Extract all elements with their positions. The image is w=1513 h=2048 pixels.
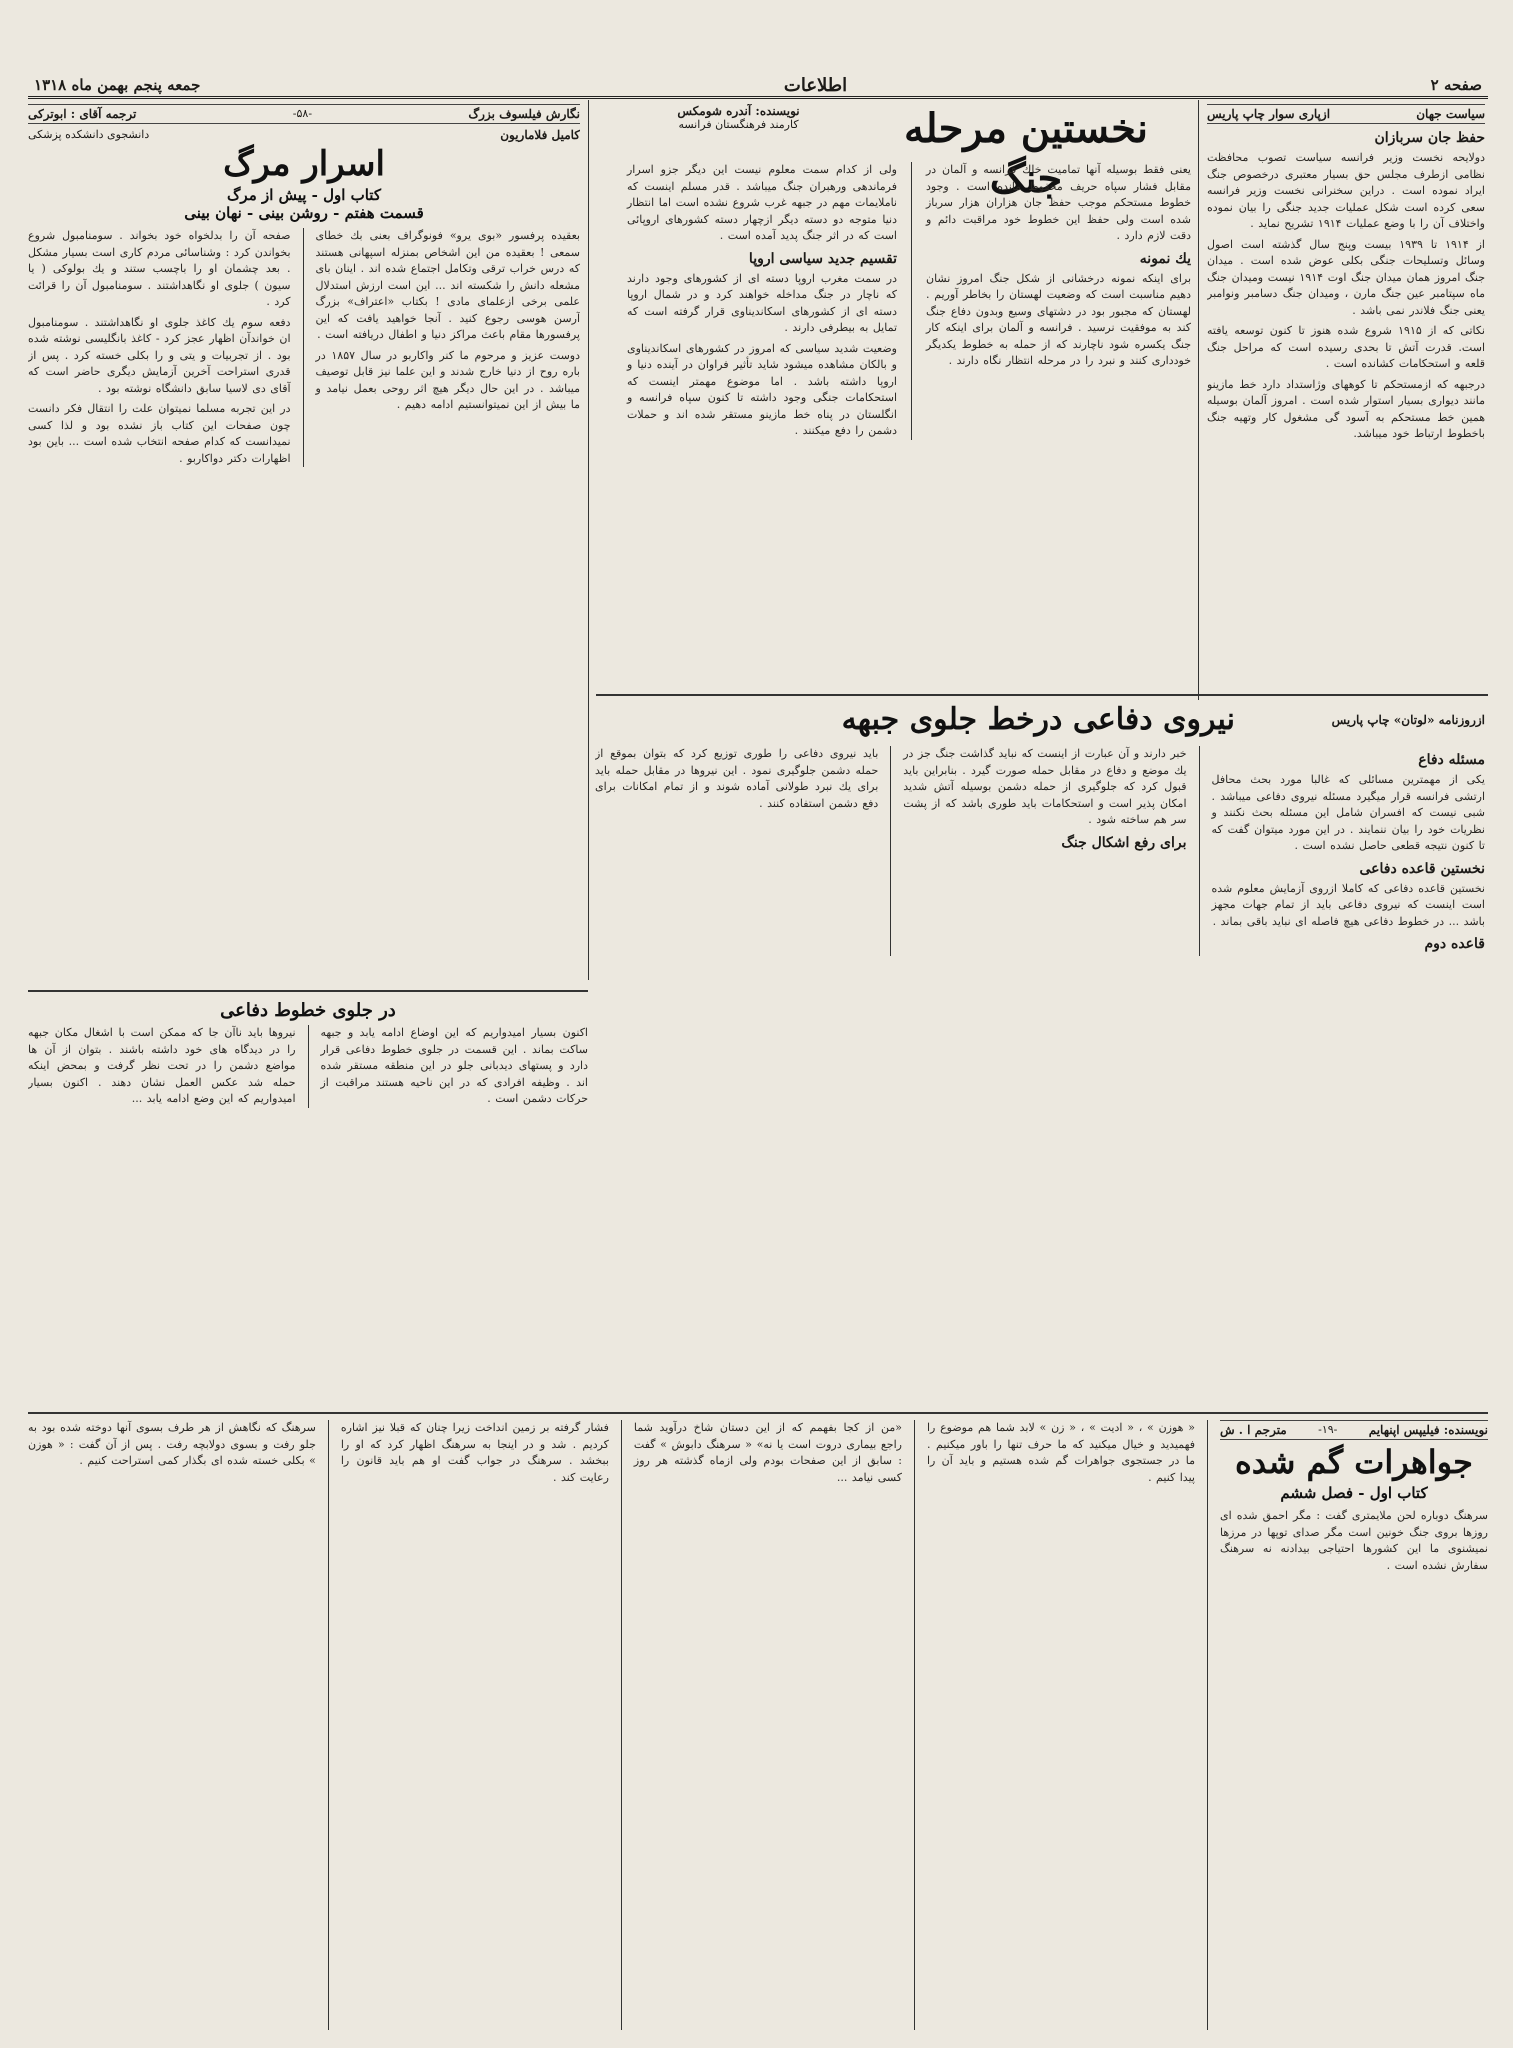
issue-date: جمعه پنجم بهمن ماه ۱۳۱۸ — [34, 76, 201, 94]
article-text: « هوزن » ، « ادیت » ، « زن » لابد شما هم موضوع را فهمیدید و خیال میکنید که ما حرف تنها را باور میکنیم . ما در جستجوی جواهرات گم شده هستیم و باید آن را پیدا کنیم . — [926, 1421, 1195, 1484]
article-text: برای اینکه نمونه درخشانی از شکل جنگ امروز نشان دهیم مناسبت است که وضعیت لهستان را بخاطر آوریم . لهستان که مجبور بود در دشتهای وسیع وبدون دفاع جنگ کند به موفقیت نرسید . فرانسه و آلمان برای اینکه کار جنگ یکسره شود ناچارند که از حمله به خطوط یکدیگر خودداری کنند و نبرد را در مرحله انتظار نگاه دارند . — [926, 271, 1191, 367]
author-byline: نویسنده: آندره شومکس — [677, 104, 800, 118]
column-rule — [588, 100, 589, 980]
main-headline: نخستین مرحله جنگ — [903, 105, 1149, 202]
article-text: بعقیده پرفسور «بوی یرو» فونوگراف بعنی بك خطای سمعی ! بعقیده من این اشخاص بمنزله اسپهانی هستند که درس خراب ترقی وتکامل اجتماع شده اند . اینان بای مشعله دانش را شکسته اند ... این است ارزش استدلال علمی برخی ازعلمای مادی ! بکتاب «اعتراف» بزرگ آرسن هوسی رجوع کنید . آنجا خواهید یافت که این پرفسورها مقام باعث مراکز دنیا و اطفال دریافته است . — [315, 229, 580, 341]
source-label: ازروزنامه «لوتان» چاپ پاریس — [1331, 713, 1485, 727]
translator-credit: ترجمه آقای : ابوترکی — [28, 107, 137, 121]
article-text: دولایحه نخست وزیر فرانسه سیاست تصوب محافظت نظامی ازطرف مجلس حق بسیار معتبری درخصوص جنگ ایراد نموده است . دراین سخنرانی نخست وزیر فرانسه سعی کرده است شکل عملیات جدید جنگی را بیان نموده واختلاف آن را با وضع عملیات ۱۹۱۴ تشریح نماید . — [1207, 151, 1485, 230]
subheading: برای رفع اشکال جنگ — [1061, 834, 1187, 851]
serial-part: قسمت هفتم - روشن بینی - نهان بینی — [184, 204, 424, 222]
article-text: نکاتی که از ۱۹۱۵ شروع شده هنوز تا کنون توسعه یافته است. قدرت آتش تا بحدی رسیده است که مراحل جنگ قلعه و استحکامات کشانده است . — [1207, 324, 1485, 370]
article-text: یعنی فقط بوسیله آنها تمامیت خاك فرانسه و آلمان در مقابل فشار سپاه حریف محفوظ مانده است . وجود خطوط مستحکم موجب حفظ جان هزاران هزار سرباز شده است ولی حفظ این خطوط خود مراقبت دائم و دقت لازم دارد . — [926, 163, 1191, 242]
article-text: باید نیروی دفاعی را طوری توزیع کرد که بتوان بموقع از حمله دشمن جلوگیری نمود . این نیروها در مقابل حمله باید برای یك نبرد طولانی آماده شوند و از تمام امکانات برای دفع دشمن استفاده کنند . — [595, 747, 879, 810]
author-byline: نویسنده: فیلیپس اپنهایم — [1368, 1423, 1488, 1437]
article-text: صفحه آن را بدلخواه خود بخواند . سومنامبول شروع بخواندن کرد : وشناسائی مردم کاری است بسیار مشکل . بعد چشمان او را باچسب ستند و یك بولوکی ( یا سیون ) جلوی او نگاهداشتند . سومنامبول آن را قرائت کرد . — [28, 229, 291, 308]
page-number: صفحه ۲ — [1430, 76, 1482, 94]
issue-number: -۵۸- — [292, 107, 313, 120]
article-text: فشار گرفته بر زمین انداخت زیرا چنان که قبلا نیز اشاره کردیم . شد و در اینجا به سرهنگ اظهار کرد که او را ببخشد . سرهنگ در جواب گفت او هم باید قانون را رعایت کند . — [340, 1421, 609, 1484]
main-article — [626, 104, 1191, 692]
serial-chapter: کتاب اول - فصل ششم — [1280, 1484, 1428, 1502]
subheading: یك نمونه — [1139, 250, 1191, 267]
article-text: دفعه سوم یك کاغذ جلوی او نگاهداشتند . سومنامبول ان خواندآن اظهار عجز کرد - کاغذ بانگلیسی نوشته شده بود . از تجربیات و یتی و را بکلی خسته کرد . پس از قدری استراحت آخرین آزمایش دیگری حاضر است که آقای دی لاسیا سابق دانشگاه نوشته بود . — [28, 315, 291, 395]
paper-name: اطلاعات — [783, 74, 848, 96]
lost-jewels-serial — [28, 1420, 1488, 2030]
column-rule — [1198, 100, 1199, 700]
article-text: درجبهه که ازمستحکم تا کوههای وژاستداد دارد خط مازینو مانند دیواری بسیار استوار شده است . امروز آلمان بوسیله همین خط مستحکم به آسود گی مشغول کار وتهیه جنگ باخطوط ارتباط خود میباشد. — [1207, 377, 1485, 440]
article-text: وضعیت شدید سیاسی که امروز در کشورهای اسکاندیناوی و بالکان مشاهده میشود شاید تأثیر فراوان در آینده دنیا و اروپا داشته باشد . اما موضوع مهمتر اینست که استحکامات جنگی وجود داشته تا کنون سپاه فرانسه و انگلستان در پناه خط مازینو مستقر شده اند و حملات دشمن را دفع میکنند . — [627, 341, 897, 437]
article-text: یکی از مهمترین مسائلی که غالبا مورد بحث محافل ارتشی فرانسه قرار میگیرد مسئله نیروی دفاعی میباشد . شبی نیست که افسران شامل این مسئله بحث نکنند و نظریات خود را بیان ننمایند . در این مورد میتوان گفت که تا کنون نتیجه قطعی حاصل نشده است . — [1211, 773, 1485, 852]
subheading: قاعده دوم — [1424, 936, 1485, 952]
section-rule — [28, 990, 588, 992]
subheading: حفظ جان سربازان — [1374, 130, 1485, 146]
subheading: تقسیم جدید سیاسی اروپا — [748, 250, 897, 267]
serial-headline: جواهرات گم شده — [1235, 1443, 1473, 1481]
front-lines-article — [28, 996, 588, 1406]
masthead — [28, 74, 1488, 99]
article-text: نیروها باید ناآن جا که ممکن است با اشغال مکان جبهه را در دیدگاه های خود داشته باشند . بتوان از آن ها مواضع دشمن را در تحت نظر گرفت و بمحض اینکه حمله شد عکس العمل نشان دهند . اکنون بسیار امیدواریم که این وضع ادامه یابد ... — [28, 1026, 296, 1105]
article-text: ولی از کدام سمت معلوم نیست این دیگر جزو اسرار فرماندهی ورهبران جنگ میباشد . قدر مسلم اینست که ناملایمات مهم در جبهه غرب شروع نشده است اما انتظار دنیا متوجه دو دسته دیگر ازچهار دسته کشورهای اروپائی است که در اثر جنگ پدید آمده است . — [627, 163, 897, 242]
subheading: مسئله دفاع — [1418, 752, 1485, 768]
article-text: از ۱۹۱۴ تا ۱۹۳۹ بیست وپنج سال گذشته است اصول وسائل وتسلیحات جنگی بکلی عوض شده است . میدان جنگ امروز همان میدان جنگ اوت ۱۹۱۴ نیست ومیدان جنگ ماه سپتامبر عین جنگ مارن ، ومیدان جنگ دسامبر ونوامبر یعنی جنگ فلاندر نمی باشد . — [1207, 237, 1485, 317]
article-text: در سمت مغرب اروپا دسته ای از کشورهای وجود دارند که ناچار در جنگ مداخله خواهند کرد و در شمال اروپا دسته ای از کشورهای اسکاندیناوی قرار گرفته است که تمایل به بیطرفی دارند . — [627, 271, 897, 334]
serial-secrets-of-death — [28, 104, 580, 979]
article-text: اکنون بسیار امیدواریم که این اوضاع ادامه یابد و جبهه ساکت بماند . این قسمت در جلوی خطوط دفاعی قرار دارد و پستهای دیدبانی جلو در این منطقه مستقر شده اند . وظیفه افرادی که در این ناحیه هستند مراقبت از حرکات دشمن است . — [320, 1026, 588, 1105]
section-rule — [28, 1412, 1488, 1414]
article-text: سرهنگ که نگاهش از هر طرف بسوی آنها دوخته شده بود به جلو رفت و بسوی دولابچه رفت . پس از آن گفت : « هوزن » بکلی خسته شده ای بگذار کمی استراحت کنیم . — [28, 1421, 316, 1467]
article-text: نخستین قاعده دفاعی که کاملا ازروی آزمایش معلوم شده است اینست که نیروی دفاعی باید از تمام جهات مجهز باشد ... در خطوط دفاعی هیچ فاصله ای نباید باقی بماند . — [1211, 881, 1485, 928]
writer-name: کامیل فلاماریون — [500, 128, 580, 142]
article-text: دوست عزیز و مرحوم ما کنر واکاربو در سال ۱۸۵۷ در باره روح از دنیا خارج شدند و این علما نیز قابل توصیف میباشد . در این حال دیگر هیچ اثر روحی بعمل نیامد و ما بیش از این نمیتوانستیم ادامه دهیم . — [315, 348, 580, 411]
article-text: «من از کجا بفهمم که از این دستان شاخ درآوید شما راجع بیماری دروت است یا نه» « سرهنگ دابوش » گفت : سابق از این صفحات بودم ولی ازماه گذشته هر روز کسی نیامد ... — [633, 1421, 902, 1484]
translator-credit: مترجم ا . ش — [1219, 1423, 1287, 1437]
politics-column — [1207, 104, 1485, 674]
defense-article — [595, 700, 1485, 1300]
student-credit: دانشجوی دانشکده پزشکی — [28, 128, 150, 141]
article-text: در این تجربه مسلما نمیتوان علت را انتقال فکر دانست چون صفحات این کتاب باز نشده بود و لذا کسی نمیدانست که کدام صفحه انتخاب شده است ... باین بود اظهارات دکتر دواکاربو . — [28, 402, 291, 465]
issue-number: -۱۹- — [1318, 1423, 1338, 1436]
article-text: سرهنگ دوباره لحن ملایمتری گفت : مگر احمق شده ای روزها بروی جنگ خونین است مگر صدای توپها در مرزها نمیشنوی ما این کشورها احتیاجی بیدادنه نه سرهنگ سفارش نشده است . — [1219, 1509, 1488, 1572]
source-label: ازپاری سوار چاپ پاریس — [1207, 107, 1331, 121]
section-label: سیاست جهان — [1416, 107, 1485, 121]
section-rule — [596, 694, 1488, 696]
writer-label: نگارش فیلسوف بزرگ — [468, 107, 580, 121]
front-lines-headline: در جلوی خطوط دفاعی — [220, 1000, 396, 1021]
author-note: کارمند فرهنگستان فرانسه — [678, 118, 799, 131]
article-text: خبر دارند و آن عبارت از اینست که نباید گذاشت جنگ جز در یك موضع و دفاع در مقابل حمله صورت گیرد . بنابراین باید قبول کرد که جلوگیری از حمله دشمن بوسیله آتش شدید امکان پذیر است و استحکامات باید طوری باشد که از پشت سر هم ساخته شود . — [903, 747, 1187, 826]
serial-headline: اسرار مرگ — [223, 144, 385, 184]
serial-book: کتاب اول - پیش از مرگ — [227, 186, 381, 204]
subheading: نخستین قاعده دفاعی — [1359, 860, 1485, 877]
defense-headline: نیروی دفاعی درخط جلوی جبهه — [841, 702, 1235, 737]
